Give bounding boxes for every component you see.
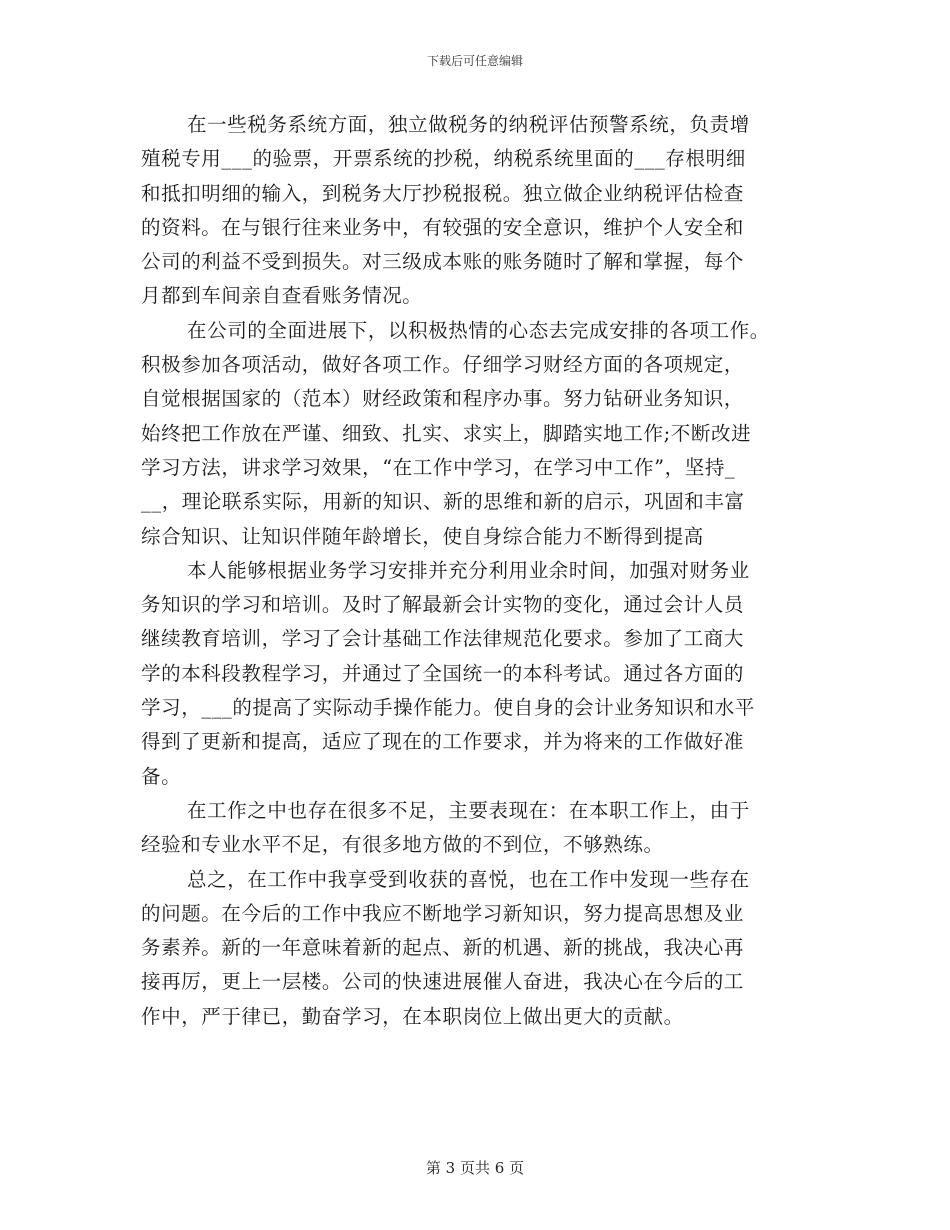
paragraph-line: 继续教育培训，学习了会计基础工作法律规范化要求。参加了工商大 — [141, 627, 745, 651]
paragraph-line: 学习，___的提高了实际动手操作能力。使自身的会计业务知识和水平 — [141, 696, 755, 720]
paragraph-line: 综合知识、让知识伴随年龄增长，使自身综合能力不断得到提高 — [141, 524, 704, 548]
paragraph-line: 的问题。在今后的工作中我应不断地学习新知识，努力提高思想及业 — [141, 901, 745, 925]
page-footer: 第 3 页共 6 页 — [425, 1159, 525, 1177]
paragraph-first-line: 总之，在工作中我享受到收获的喜悦，也在工作中发现一些存在 — [187, 867, 750, 891]
paragraph-line: __，理论联系实际，用新的知识、新的思维和新的启示，巩固和丰富 — [141, 490, 745, 514]
paragraph-line: 和抵扣明细的输入，到税务大厅抄税报税。独立做企业纳税评估检查 — [141, 181, 745, 205]
paragraph-first-line: 在工作之中也存在很多不足，主要表现在：在本职工作上，由于 — [187, 798, 750, 822]
paragraph-line: 学习方法，讲求学习效果，“在工作中学习，在学习中工作”，坚持_ — [141, 455, 736, 479]
paragraph-line: 务知识的学习和培训。及时了解最新会计实物的变化，通过会计人员 — [141, 593, 745, 617]
paragraph-line: 自觉根据国家的（范本）财经政策和程序办事。努力钻研业务知识， — [141, 387, 745, 411]
paragraph-line: 月都到车间亲自查看账务情况。 — [141, 284, 423, 308]
paragraph-line: 经验和专业水平不足，有很多地方做的不到位，不够熟练。 — [141, 833, 664, 857]
paragraph-line: 殖税专用___的验票，开票系统的抄税，纳税系统里面的___存根明细 — [141, 147, 746, 171]
paragraph-line: 积极参加各项活动，做好各项工作。仔细学习财经方面的各项规定， — [141, 353, 745, 377]
paragraph-line: 的资料。在与银行往来业务中，有较强的安全意识，维护个人安全和 — [141, 215, 745, 239]
paragraph-first-line: 在一些税务系统方面，独立做税务的纳税评估预警系统，负责增 — [187, 113, 750, 136]
paragraph-first-line: 本人能够根据业务学习安排并充分利用业余时间，加强对财务业 — [187, 558, 750, 582]
paragraph-line: 学的本科段教程学习，并通过了全国统一的本科考试。通过各方面的 — [141, 661, 745, 685]
paragraph-line: 始终把工作放在严谨、细致、扎实、求实上，脚踏实地工作;不断改进 — [141, 421, 752, 445]
paragraph-line: 公司的利益不受到损失。对三级成本账的账务随时了解和掌握，每个 — [141, 250, 745, 274]
paragraph-line: 接再厉，更上一层楼。公司的快速进展催人奋进，我决心在今后的工 — [141, 970, 745, 994]
paragraph-line: 得到了更新和提高，适应了现在的工作要求，并为将来的工作做好准 — [141, 730, 745, 754]
paragraph-first-line: 在公司的全面进展下，以积极热情的心态去完成安排的各项工作。 — [187, 318, 770, 342]
paragraph-line: 备。 — [141, 764, 182, 788]
page-header: 下载后可任意编辑 — [426, 54, 523, 68]
paragraph-line: 作中，严于律已，勤奋学习，在本职岗位上做出更大的贡献。 — [141, 1004, 684, 1028]
paragraph-line: 务素养。新的一年意味着新的起点、新的机遇、新的挑战，我决心再 — [141, 936, 745, 960]
document-body — [141, 108, 811, 1034]
